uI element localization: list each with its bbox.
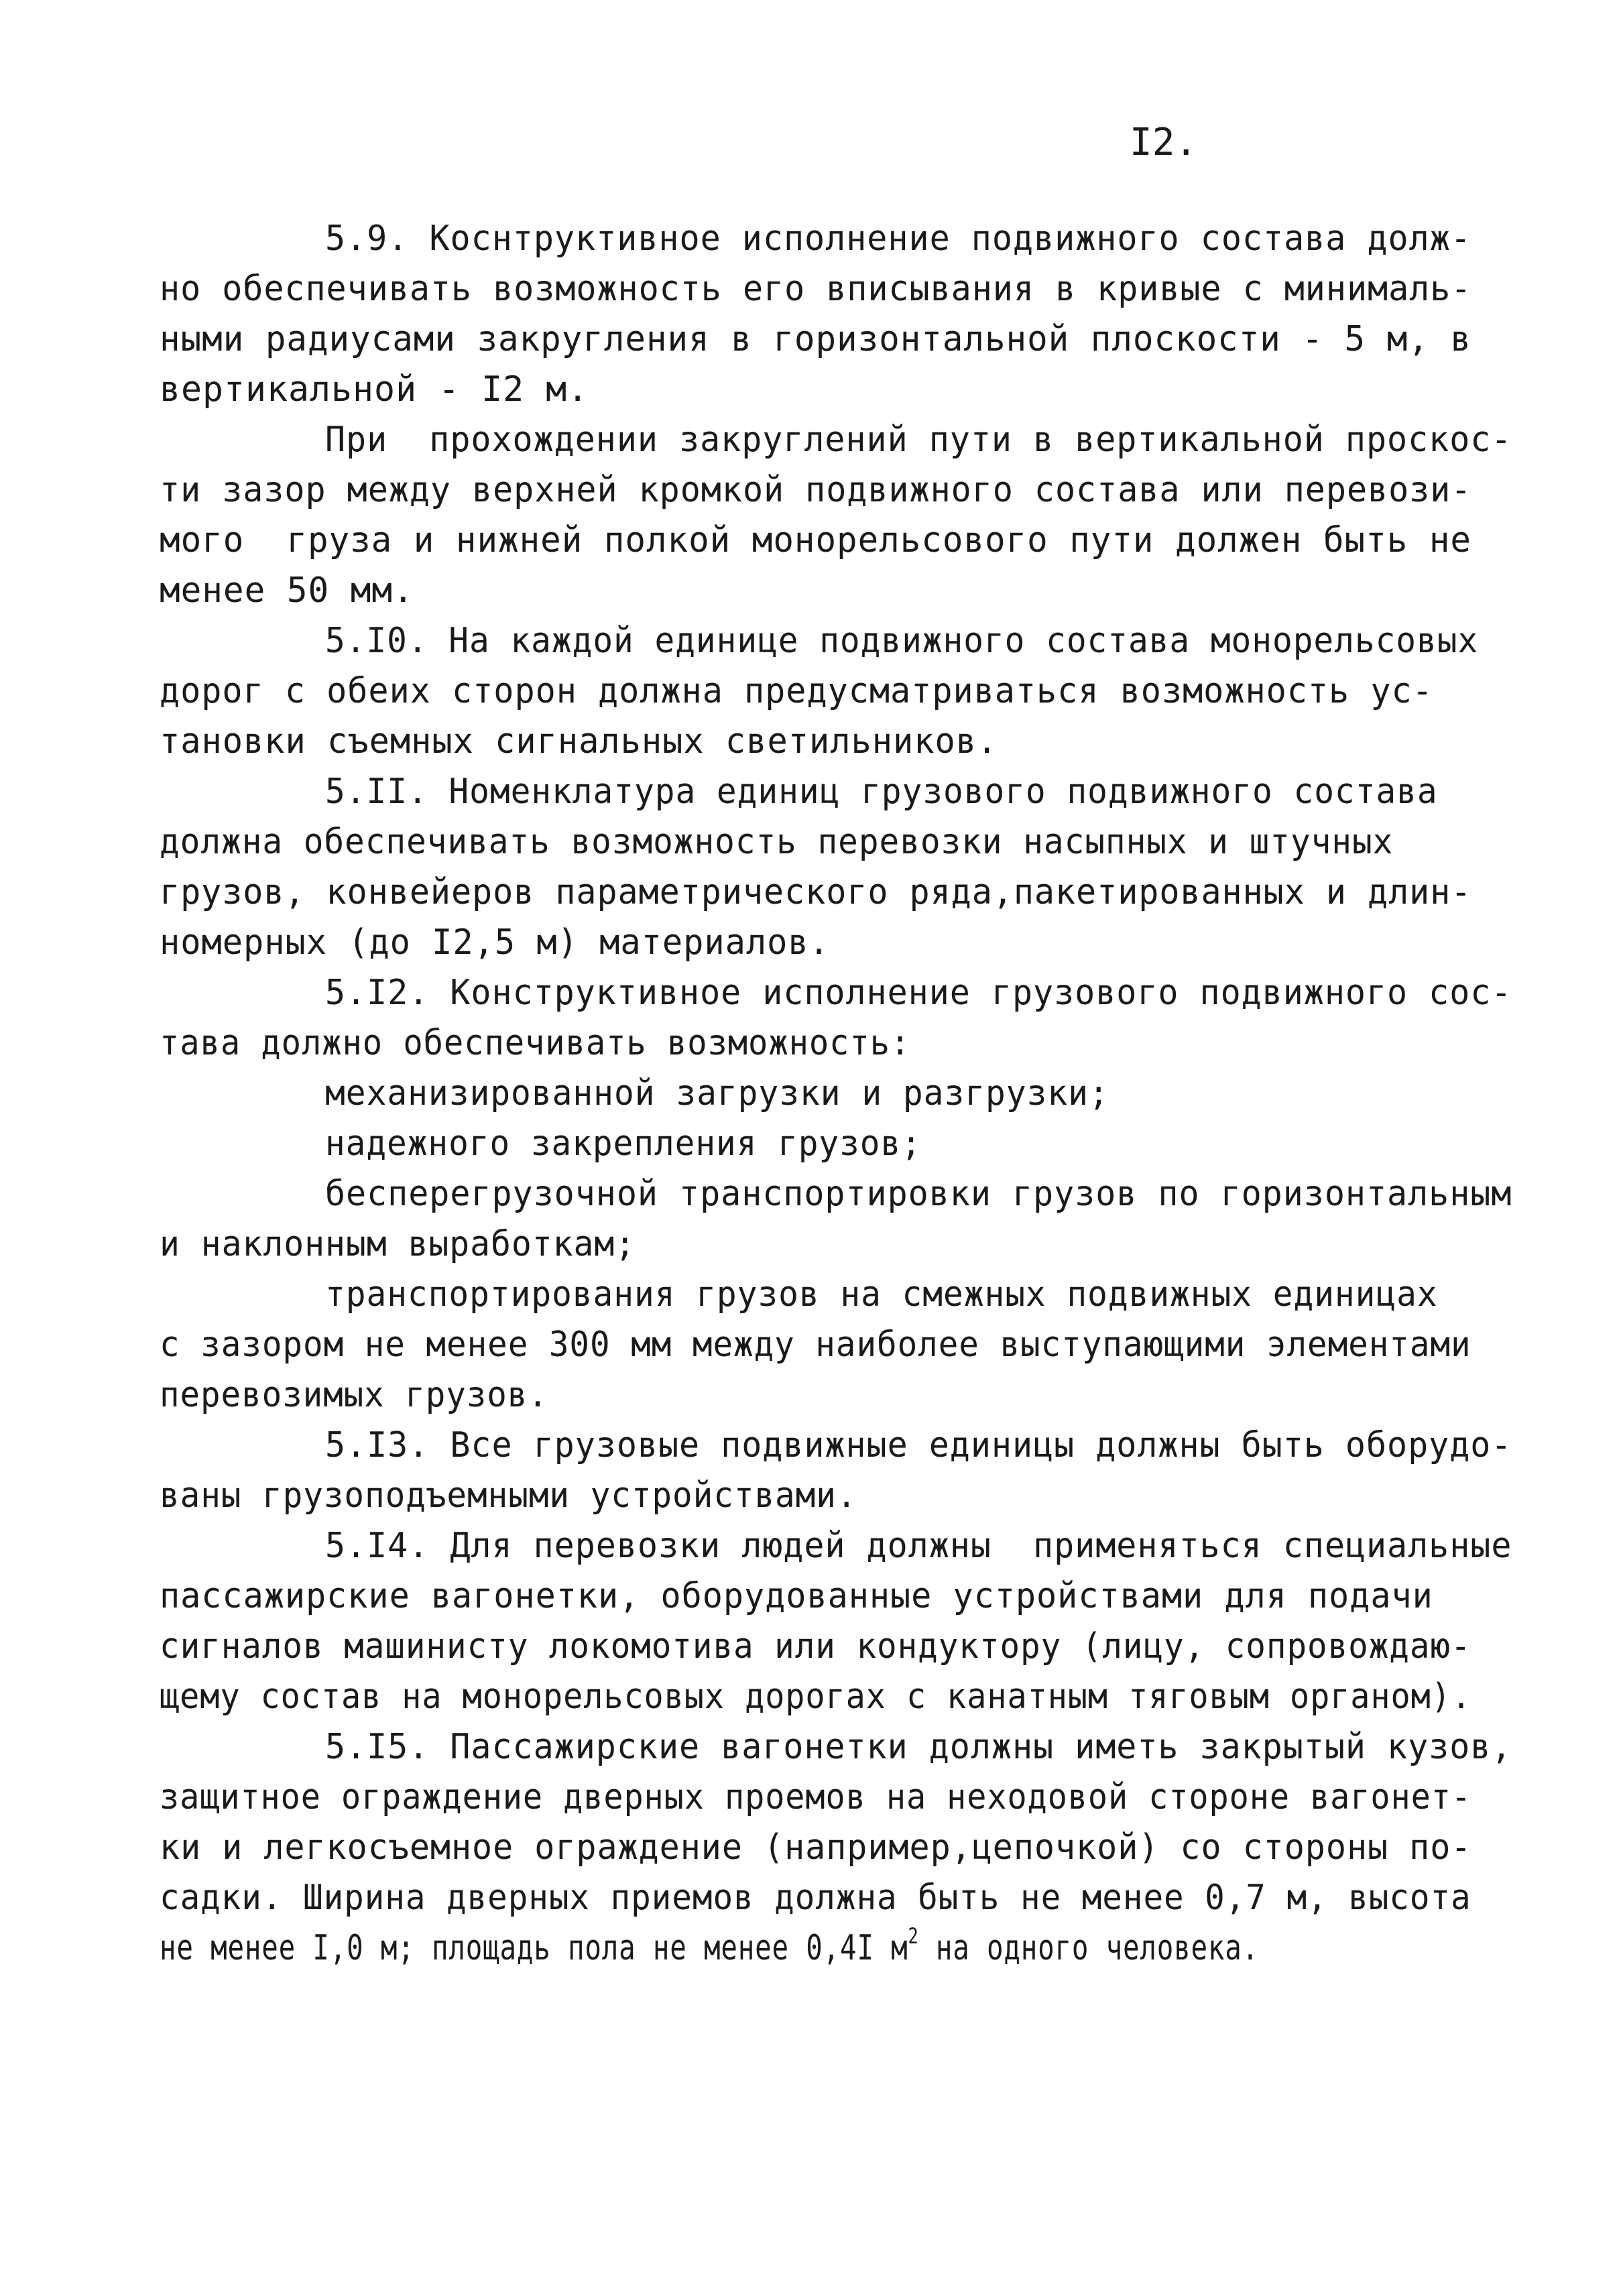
text-line: бесперегрузочной транспортировки грузов по горизонтальным [325,1174,1512,1214]
text-line: ти зазор между верхней кромкой подвижного состава или перевози- [160,470,1472,510]
superscript: 2 [908,1923,919,1949]
text-line: 5.I5. Пассажирские вагонетки должны иметь закрытый кузов, [325,1727,1512,1767]
text-line: щему состав на монорельсовых дорогах с канатным тяговым органом). [160,1677,1471,1717]
text-line: тановки съемных сигнальных светильников. [160,721,998,762]
text-line: но обеспечивать возможность его вписывания в кривые с минималь- [160,269,1472,309]
text-line: садки. Ширина дверных приемов должна быть не менее 0,7 м, высота [160,1878,1471,1918]
text-line: 5.I0. На каждой единице подвижного состава монорельсовых [325,621,1479,661]
text-line: дорог с обеих сторон должна предусматриваться возможность ус- [160,671,1433,711]
text-line: вертикальной - I2 м. [160,369,589,410]
text-line: ными радиусами закругления в горизонтальной плоскости - 5 м, в [160,319,1471,359]
line-tail: на одного человека. [918,1928,1259,1968]
text-line: перевозимых грузов. [160,1375,548,1415]
text-line: и наклонным выработкам; [160,1224,636,1264]
area-text: не менее I,0 м; площадь пола не менее 0,4I м [160,1928,908,1968]
text-line: с зазором не менее 300 мм между наиболее выступающими элементами [160,1325,1471,1365]
text-line: 5.9. Коснтруктивное исполнение подвижного состава долж- [325,219,1471,259]
text-line: защитное ограждение дверных проемов на неходовой стороне вагонет- [160,1777,1471,1817]
text-line: пассажирские вагонетки, оборудованные устройствами для подачи [160,1576,1433,1616]
text-line: должна обеспечивать возможность перевозки насыпных и штучных [160,822,1394,862]
page-number: I2. [1130,121,1198,164]
text-line-last [160,1923,1259,1968]
text-line: 5.I3. Все грузовые подвижные единицы должны быть оборудо- [325,1425,1512,1465]
text-line: транспортирования грузов на смежных подвижных единицах [325,1274,1438,1315]
text-line: тава должно обеспечивать возможность: [160,1023,911,1063]
text-line: мого груза и нижней полкой монорельсового пути должен быть не [160,520,1471,560]
text-line: ки и легкосъемное ограждение (например,цепочкой) со стороны по- [160,1827,1472,1868]
text-line: 5.I2. Конструктивное исполнение грузового подвижного сос- [325,973,1512,1013]
text-line: механизированной загрузки и разгрузки; [325,1073,1109,1113]
text-line: При прохождении закруглений пути в вертикальной проскос- [325,420,1512,460]
text-line: ваны грузоподъемными устройствами. [160,1475,857,1516]
text-line: менее 50 мм. [160,570,414,611]
text-line: надежного закрепления грузов; [325,1124,922,1164]
text-line: 5.II. Номенклатура единиц грузового подвижного состава [325,772,1438,812]
text-line: грузов, конвейеров параметрического ряда,пакетированных и длин- [160,872,1472,912]
text-line: 5.I4. Для перевозки людей должны применяться специальные [325,1526,1512,1566]
text-line: сигналов машинисту локомотива или кондуктору (лицу, сопровождаю- [160,1626,1471,1667]
text-line: номерных (до I2,5 м) материалов. [160,922,830,963]
